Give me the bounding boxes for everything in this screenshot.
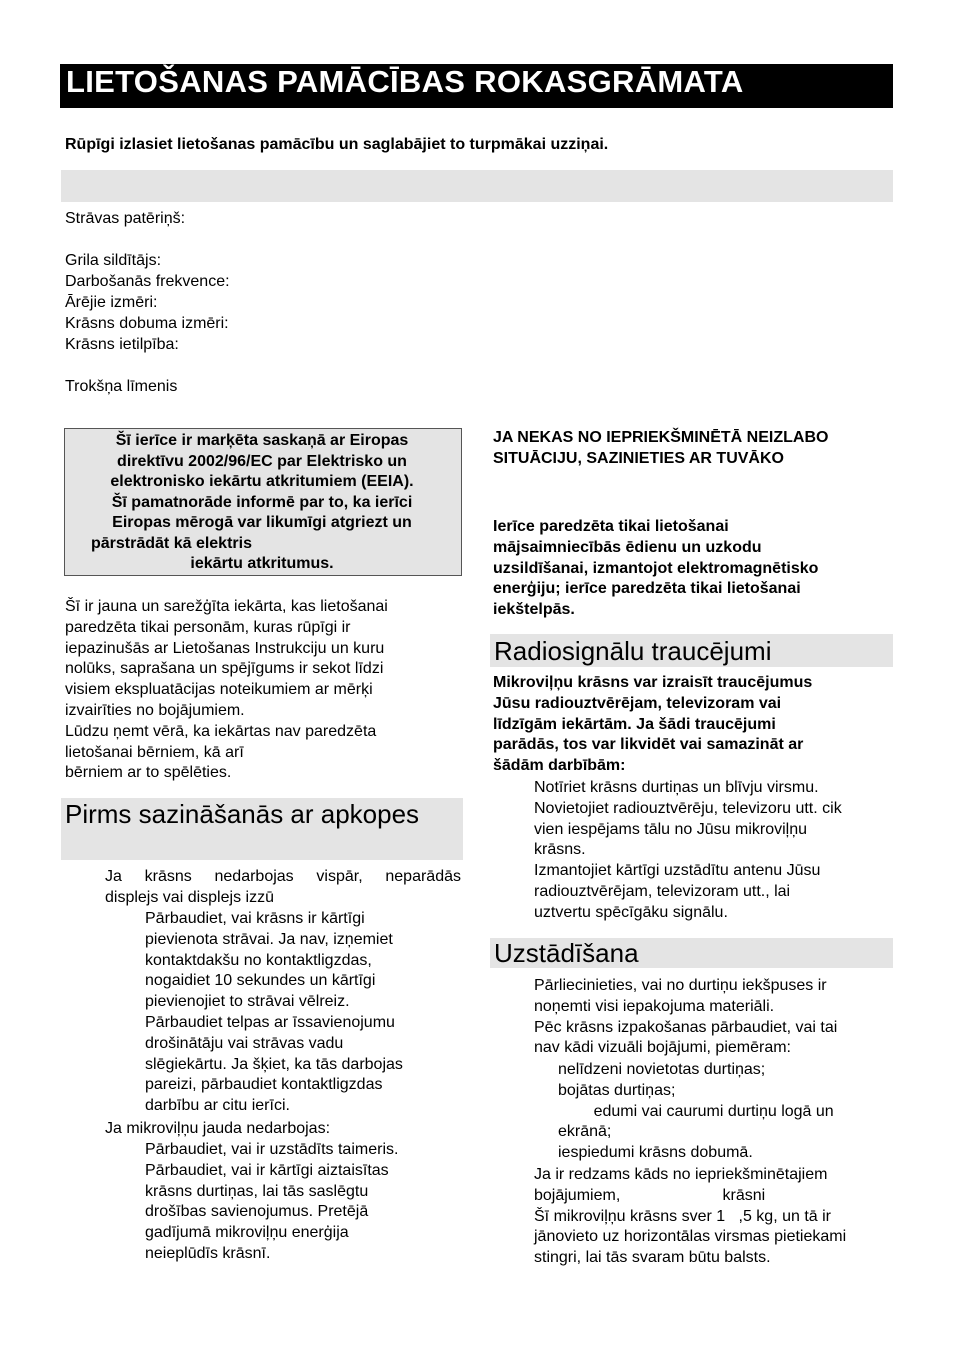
radio-line: Mikroviļņu krāsns var izraisīt traucējumus <box>493 674 813 691</box>
notice-line: iepazinušās ar Lietošanas Instrukciju un kuru <box>65 639 385 657</box>
damage-item: ekrānā; <box>558 1123 612 1141</box>
step-line: Pārbaudiet telpas ar īssavienojumu <box>145 1013 395 1031</box>
spec-capacity: Krāsns ietilpība: <box>65 336 179 353</box>
usage-notice <box>65 597 388 784</box>
service-case-b-steps <box>145 1140 398 1265</box>
notice-line: Lūdzu ņemt vērā, ka iekārtas nav paredzēta <box>65 722 377 740</box>
damage-item: edumi vai caurumi durtiņu logā un <box>558 1102 834 1120</box>
warning-line: SITUĀCIJU, SAZINIETIES AR TUVĀKO <box>493 449 784 467</box>
step-line: Pārbaudiet, vai ir kārtīgi aiztaisītas <box>145 1161 389 1179</box>
weee-line: direktīvu 2002/96/EC par Elektrisko un <box>117 452 407 470</box>
step-line: darbību ar citu ierīci. <box>145 1097 290 1115</box>
radio-intro <box>493 673 812 777</box>
weee-notice-text <box>64 431 460 575</box>
radio-step: krāsns. <box>534 841 586 859</box>
damage-item: nelīdzeni novietotas durtiņas; <box>558 1061 766 1078</box>
radio-steps <box>534 778 842 924</box>
radio-step: uztvertu spēcīgāku signālu. <box>534 903 728 921</box>
weee-line: Šī ierīce ir marķēta saskaņā ar Eiropas <box>115 432 409 449</box>
weee-line: iekārtu atkritumus. <box>190 555 334 572</box>
notice-line: bērniem ar to spēlēties. <box>65 764 232 782</box>
use-line: mājsaimniecībās ēdienu un uzkodu <box>493 538 762 556</box>
step-line: pievienota strāvai. Ja nav, izņemiet <box>145 930 393 948</box>
weee-line: Eiropas mērogā var likumīgi atgriezt un <box>112 514 412 531</box>
case-a-line: displejs vai displejs izzū <box>105 888 274 906</box>
radio-step: Notīriet krāsns durtiņas un blīvju virsmu. <box>534 779 819 796</box>
section-heading-service: Pirms sazināšanās ar apkopes <box>61 798 463 860</box>
use-line: uzsildīšanai, izmantojot elektromagnētisko <box>493 559 819 577</box>
step-line: krāsns durtiņas, lai tās saslēgtu <box>145 1182 369 1200</box>
weee-line: elektronisko iekārtu atkritumiem (EEIA). <box>110 473 414 490</box>
use-line: Ierīce paredzēta tikai lietošanai <box>493 518 729 535</box>
service-case-a-steps <box>145 909 403 1117</box>
weee-line: Šī pamatnorāde informē par to, ka ierīci <box>111 493 413 511</box>
notice-line: visiem ekspluatācijas noteikumiem ar mērķi <box>65 681 373 699</box>
weee-line: pārstrādāt kā elektris <box>91 534 252 552</box>
step-line: drošības savienojumus. Pretējā <box>145 1203 369 1221</box>
install-line: nav kādi vizuāli bojājumi, piemēram: <box>534 1039 791 1057</box>
specifications-list <box>65 208 230 397</box>
install-line: noņemti visi iepakojuma materiāli. <box>534 997 775 1015</box>
install-line: Pēc krāsns izpakošanas pārbaudiet, vai tai <box>534 1018 838 1036</box>
step-line: drošinātāju vai strāvas vadu <box>145 1034 344 1052</box>
notice-line: paredzēta tikai personām, kuras rūpīgi ir <box>65 618 351 636</box>
install-notes <box>534 1165 846 1269</box>
step-line: kontaktdakšu no kontaktligzdas, <box>145 951 372 969</box>
radio-line: līdzīgām iekārtām. Ja šādi traucējumi <box>493 715 776 733</box>
intended-use-text <box>493 517 818 621</box>
step-line: slēgiekārtu. Ja šķiet, ka tās darbojas <box>145 1055 403 1073</box>
install-checks <box>534 976 837 1059</box>
install-line: bojājumiem, krāsni <box>534 1186 766 1204</box>
install-line: Pārliecinieties, vai no durtiņu iekšpuses ir <box>534 977 827 994</box>
install-line: jānovieto uz horizontālas virsmas pietiekami <box>534 1228 847 1246</box>
step-line: pareizi, pārbaudiet kontaktligzdas <box>145 1076 383 1094</box>
notice-line: lietošanai bērniem, kā arī <box>65 743 244 761</box>
section-heading-install: Uzstādīšana <box>490 938 893 968</box>
case-a-line: Ja krāsns nedarbojas vispār, neparādās <box>105 868 461 885</box>
radio-step: Izmantojiet kārtīgi uzstādītu antenu Jūsu <box>534 862 821 880</box>
radio-step: radiouztvērējam, televizoram utt., lai <box>534 882 791 900</box>
spec-power: Strāvas patēriņš: <box>65 210 186 227</box>
step-line: gadījumā mikroviļņu enerģija <box>145 1224 349 1242</box>
intro-text: Rūpīgi izlasiet lietošanas pamācību un saglabājiet to turpmākai uzziņai. <box>65 136 609 153</box>
service-case-b: Ja mikroviļņu jauda nedarbojas: <box>105 1120 331 1137</box>
step-line: Pārbaudiet, vai krāsns ir kārtīgi <box>145 910 365 927</box>
spec-frequency: Darbošanās frekvence: <box>65 273 230 290</box>
service-case-a <box>105 867 461 909</box>
use-line: enerģiju; ierīce paredzēta tikai lietošanai <box>493 580 801 598</box>
install-line: stingri, lai tās svaram būtu balsts. <box>534 1249 771 1267</box>
step-line: nogaidiet 10 sekundes un kārtīgi <box>145 972 376 990</box>
specifications-header-bar <box>61 170 893 202</box>
use-line: iekštelpās. <box>493 601 575 619</box>
notice-line: nolūks, saprašana un spējīgums ir sekot līdzi <box>65 660 384 678</box>
radio-line: šādām darbībām: <box>493 757 626 775</box>
step-line: Pārbaudiet, vai ir uzstādīts taimeris. <box>145 1141 399 1158</box>
radio-line: Jūsu radiouztvērējam, televizoram vai <box>493 694 782 712</box>
section-heading-radio: Radiosignālu traucējumi <box>490 634 893 667</box>
install-line: Šī mikroviļņu krāsns sver 1 ,5 kg, un tā ir <box>534 1207 831 1225</box>
damage-item: bojātas durtiņas; <box>558 1081 676 1099</box>
page-title: LIETOŠANAS PAMĀCĪBAS ROKASGRĀMATA <box>66 64 744 99</box>
damage-item: iespiedumi krāsns dobumā. <box>558 1144 753 1162</box>
radio-line: parādās, tos var likvidēt vai samazināt ar <box>493 736 804 754</box>
step-line: pievienojiet to strāvai vēlreiz. <box>145 993 350 1011</box>
service-warning <box>493 428 828 469</box>
notice-line: Šī ir jauna un sarežģīta iekārta, kas lietošanai <box>65 598 388 615</box>
radio-step: Novietojiet radiouztvērēju, televizoru utt. cik <box>534 799 842 817</box>
warning-line: JA NEKAS NO IEPRIEKŠMINĒTĀ NEIZLABO <box>493 429 829 446</box>
install-line: Ja ir redzams kāds no iepriekšminētajiem <box>534 1166 828 1183</box>
notice-line: izvairīties no bojājumiem. <box>65 701 245 719</box>
spec-noise: Trokšņa līmenis <box>65 378 178 395</box>
spec-outer-dims: Ārējie izmēri: <box>65 294 158 311</box>
spec-cavity-dims: Krāsns dobuma izmēri: <box>65 315 229 332</box>
spec-grill: Grila sildītājs: <box>65 252 162 269</box>
step-line: neieplūdīs krāsnī. <box>145 1244 271 1262</box>
radio-step: vien iespējams tālu no Jūsu mikroviļņu <box>534 820 808 838</box>
damage-list <box>558 1060 834 1164</box>
